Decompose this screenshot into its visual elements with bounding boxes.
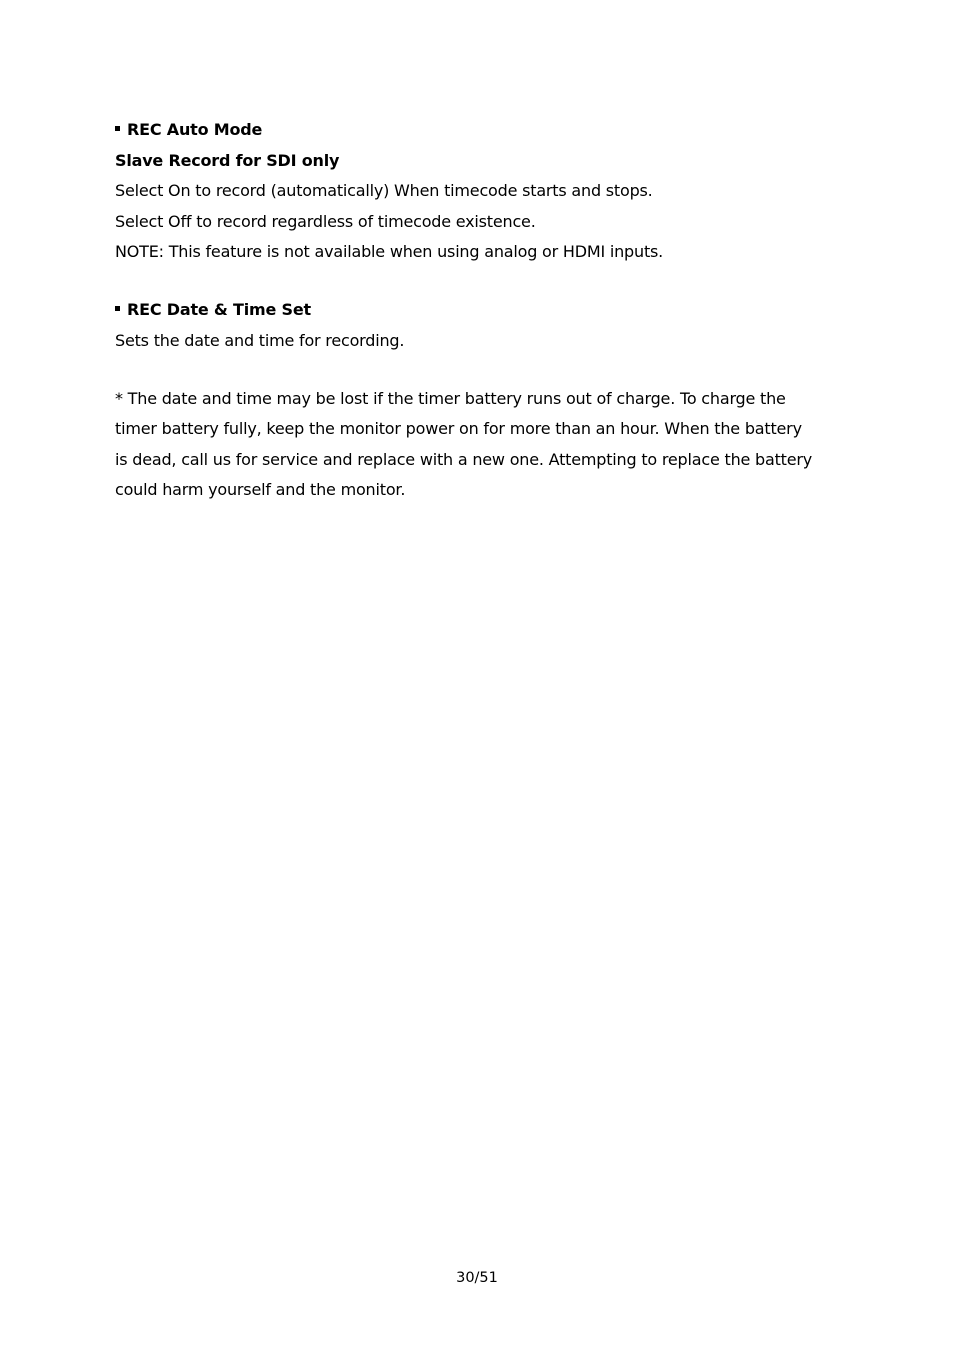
note-line: could harm yourself and the monitor. <box>115 480 406 499</box>
section-subheading: Slave Record for SDI only <box>115 150 340 170</box>
section-heading-text: REC Auto Mode <box>127 120 263 139</box>
spacer <box>115 268 845 296</box>
note-line: is dead, call us for service and replace with a new one. Attempting to replace the battery <box>115 449 813 469</box>
body-line: Sets the date and time for recording. <box>115 330 405 350</box>
section-rec-auto-mode <box>115 115 845 268</box>
note-line: timer battery fully, keep the monitor power on for more than an hour. When the battery <box>115 419 802 438</box>
section-rec-date-time-set <box>115 295 845 356</box>
section-heading-text: REC Date & Time Set <box>127 300 311 319</box>
body-line: NOTE: This feature is not available when using analog or HDMI inputs. <box>115 242 664 261</box>
section-heading <box>115 295 845 326</box>
note-line: * The date and time may be lost if the timer battery runs out of charge. To charge the <box>115 388 786 408</box>
square-bullet-icon <box>115 126 120 131</box>
body-line: Select On to record (automatically) When timecode starts and stops. <box>115 181 653 200</box>
page-number: 30/51 <box>456 1270 498 1286</box>
section-heading <box>115 115 845 146</box>
document-body <box>115 115 845 506</box>
spacer <box>115 356 845 384</box>
battery-note <box>115 384 845 506</box>
body-line: Select Off to record regardless of timecode existence. <box>115 211 536 231</box>
square-bullet-icon <box>115 306 120 311</box>
